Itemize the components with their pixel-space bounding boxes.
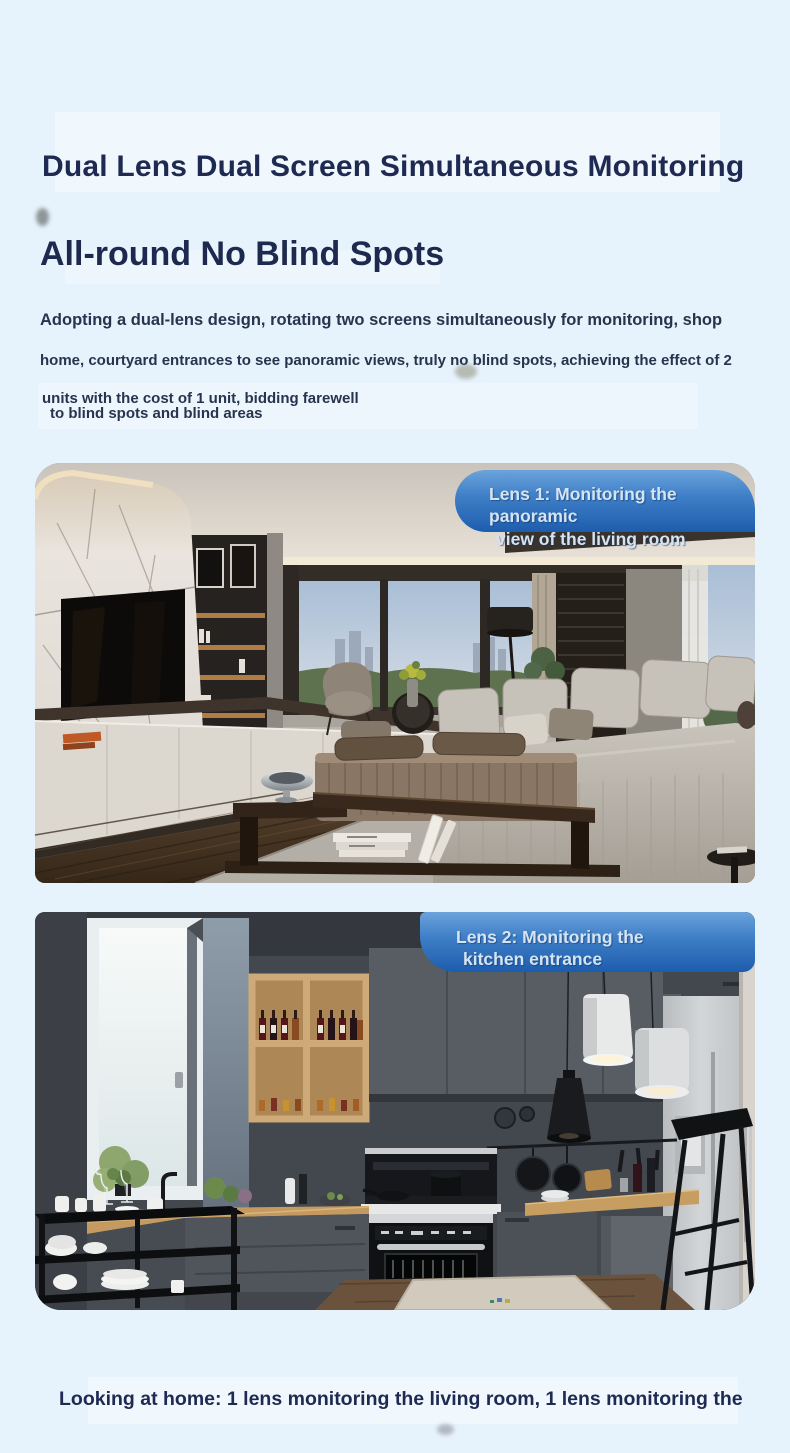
wine-shelf <box>249 974 369 1122</box>
badge-label-line: kitchen entrance <box>463 949 603 970</box>
ink-smudge <box>36 208 49 226</box>
intro-line: to blind spots and blind areas <box>50 405 263 422</box>
page-subtitle: All-round No Blind Spots <box>40 235 445 274</box>
lens1-badge <box>455 470 755 549</box>
badge-label-line: Lens 2: Monitoring the <box>456 927 644 947</box>
badge-label-line: Lens 1: Monitoring the panoramic <box>489 484 677 527</box>
living-room-photo <box>35 463 755 883</box>
page-title: Dual Lens Dual Screen Simultaneous Monitoring <box>42 150 745 184</box>
tv <box>61 589 185 721</box>
intro-line: home, courtyard entrances to see panoramic views, truly no blind spots, achieving the effect of 2 <box>40 352 732 369</box>
badge-label-line: view of the living room <box>496 528 686 549</box>
kitchen-photo <box>35 912 755 1310</box>
intro-line: Adopting a dual-lens design, rotating two screens simultaneously for monitoring, shop <box>40 311 723 329</box>
lens2-badge <box>420 912 755 972</box>
ink-smudge <box>437 1424 454 1435</box>
intro-line: units with the cost of 1 unit, bidding farewell <box>42 390 359 407</box>
footer-caption: Looking at home: 1 lens monitoring the living room, 1 lens monitoring the <box>59 1388 743 1410</box>
